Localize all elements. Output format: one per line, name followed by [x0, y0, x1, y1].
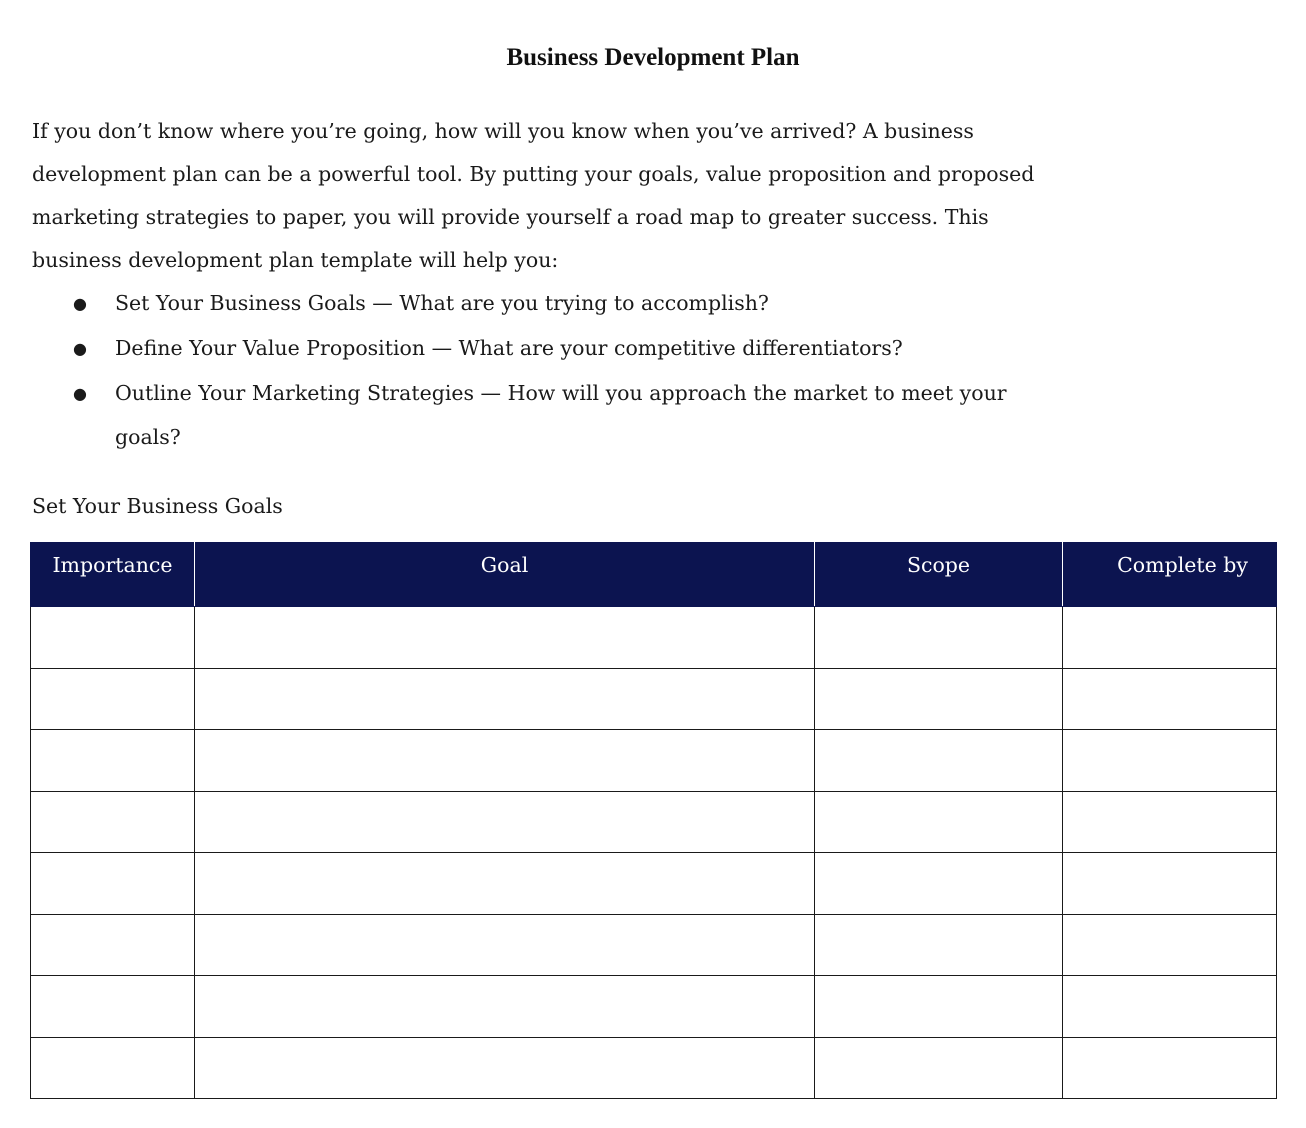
goal-cell[interactable] [195, 853, 815, 915]
bullet-text: Set Your Business Goals — What are you trying to accomplish? [115, 291, 769, 315]
goal-cell[interactable] [195, 668, 815, 730]
bullet-list [32, 282, 1072, 461]
goal-cell[interactable] [195, 1037, 815, 1099]
complete-by-cell[interactable] [1063, 914, 1277, 976]
complete-by-cell[interactable] [1063, 668, 1277, 730]
goal-cell[interactable] [195, 791, 815, 853]
bullet-text: Define Your Value Proposition — What are your competitive differentiators? [115, 336, 903, 360]
bullet-icon: ● [73, 294, 87, 313]
goal-cell[interactable] [195, 914, 815, 976]
section-heading: Set Your Business Goals [32, 494, 283, 518]
table-row [31, 914, 1277, 976]
column-header-importance: Importance [31, 543, 195, 607]
scope-cell[interactable] [815, 607, 1063, 669]
importance-cell[interactable] [31, 730, 195, 792]
table-row [31, 668, 1277, 730]
complete-by-cell[interactable] [1063, 1037, 1277, 1099]
complete-by-cell[interactable] [1063, 607, 1277, 669]
bullet-icon: ● [73, 384, 87, 403]
intro-line: marketing strategies to paper, you will provide yourself a road map to greater success. This [32, 205, 989, 229]
importance-cell[interactable] [31, 791, 195, 853]
column-header-scope: Scope [815, 543, 1063, 607]
bullet-item [32, 372, 1072, 459]
table-row [31, 1037, 1277, 1099]
document-title: Business Development Plan [506, 44, 800, 71]
intro-paragraph [32, 110, 1082, 282]
scope-cell[interactable] [815, 791, 1063, 853]
goal-cell[interactable] [195, 607, 815, 669]
column-header-complete-by: Complete by [1063, 543, 1277, 607]
bullet-item [32, 282, 1072, 326]
scope-cell[interactable] [815, 1037, 1063, 1099]
scope-cell[interactable] [815, 853, 1063, 915]
complete-by-cell[interactable] [1063, 853, 1277, 915]
bullet-item [32, 327, 1072, 371]
table-row [31, 853, 1277, 915]
column-header-goal: Goal [195, 543, 815, 607]
goal-cell[interactable] [195, 976, 815, 1038]
table-row [31, 976, 1277, 1038]
table-row [31, 730, 1277, 792]
scope-cell[interactable] [815, 668, 1063, 730]
table-header-row [31, 543, 1277, 607]
bullet-icon: ● [73, 339, 87, 358]
importance-cell[interactable] [31, 607, 195, 669]
table-row [31, 791, 1277, 853]
scope-cell[interactable] [815, 976, 1063, 1038]
importance-cell[interactable] [31, 853, 195, 915]
importance-cell[interactable] [31, 914, 195, 976]
intro-line: If you don’t know where you’re going, how will you know when you’ve arrived? A business [32, 119, 974, 143]
importance-cell[interactable] [31, 668, 195, 730]
complete-by-cell[interactable] [1063, 730, 1277, 792]
importance-cell[interactable] [31, 976, 195, 1038]
importance-cell[interactable] [31, 1037, 195, 1099]
scope-cell[interactable] [815, 730, 1063, 792]
table-row [31, 607, 1277, 669]
complete-by-cell[interactable] [1063, 976, 1277, 1038]
bullet-text: Outline Your Marketing Strategies — How will you approach the market to meet your goals? [115, 381, 1007, 449]
scope-cell[interactable] [815, 914, 1063, 976]
intro-line: business development plan template will help you: [32, 248, 559, 272]
goals-table [30, 542, 1277, 1099]
intro-line: development plan can be a powerful tool. By putting your goals, value proposition and proposed [32, 162, 1035, 186]
complete-by-cell[interactable] [1063, 791, 1277, 853]
table-body [31, 607, 1277, 1099]
goal-cell[interactable] [195, 730, 815, 792]
